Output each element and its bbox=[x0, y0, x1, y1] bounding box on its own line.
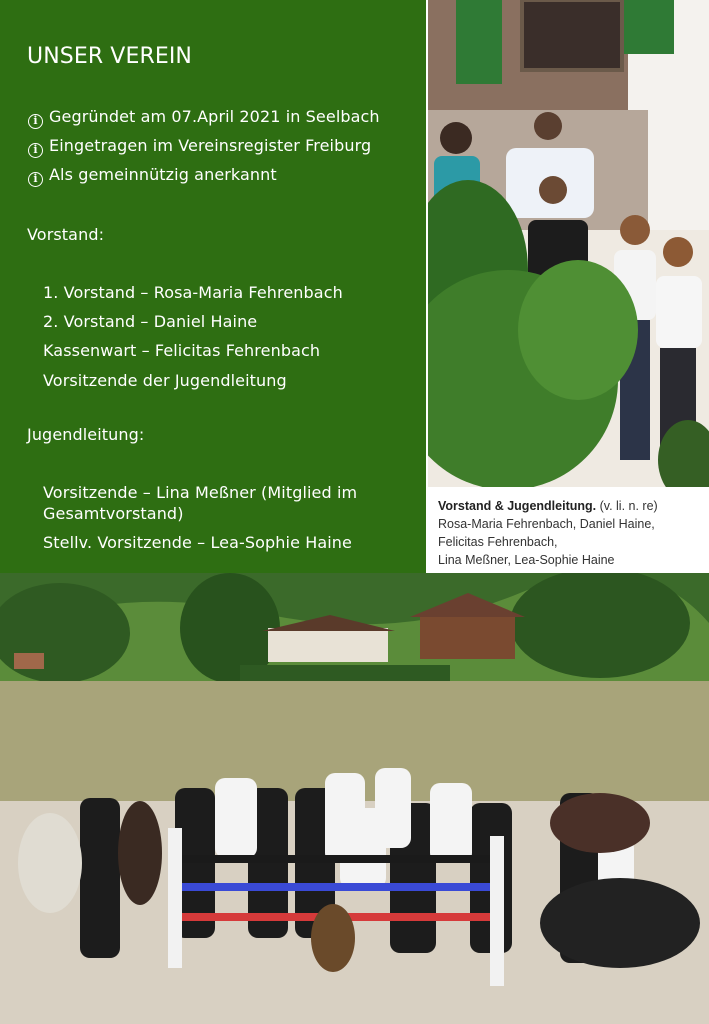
info-icon: i bbox=[28, 143, 43, 158]
vorstand-item: 2. Vorstand – Daniel Haine bbox=[43, 312, 258, 331]
info-icon: i bbox=[28, 114, 43, 129]
fact-registered: i Eingetragen im Vereinsregister Freiburg bbox=[28, 136, 371, 158]
photo-caption bbox=[428, 487, 709, 573]
caption-line: Rosa-Maria Fehrenbach, Daniel Haine, bbox=[438, 517, 655, 531]
club-group-photo bbox=[0, 573, 709, 1024]
vorstand-item: Kassenwart – Felicitas Fehrenbach bbox=[43, 341, 321, 360]
jugend-heading: Jugendleitung: bbox=[27, 425, 145, 444]
info-icon: i bbox=[28, 172, 43, 187]
fact-nonprofit: i Als gemeinnützig anerkannt bbox=[28, 165, 277, 187]
club-info-panel bbox=[0, 0, 426, 573]
board-photo bbox=[428, 0, 709, 487]
vorstand-heading: Vorstand: bbox=[27, 225, 105, 244]
jugend-item: Stellv. Vorsitzende – Lea-Sophie Haine bbox=[43, 533, 352, 552]
caption-line: Lina Meßner, Lea-Sophie Haine bbox=[438, 553, 615, 567]
panel-title: UNSER VEREIN bbox=[27, 44, 192, 69]
jugend-item: Vorsitzende – Lina Meßner (Mitglied im Gesamtvorstand) bbox=[43, 483, 358, 523]
vorstand-item: 1. Vorstand – Rosa-Maria Fehrenbach bbox=[43, 283, 343, 302]
fact-founded: i Gegründet am 07.April 2021 in Seelbach bbox=[28, 107, 380, 129]
caption-line: Felicitas Fehrenbach, bbox=[438, 535, 558, 549]
vorstand-item: Vorsitzende der Jugendleitung bbox=[43, 371, 287, 390]
caption-title: Vorstand & Jugendleitung. (v. li. n. re) bbox=[438, 499, 658, 513]
